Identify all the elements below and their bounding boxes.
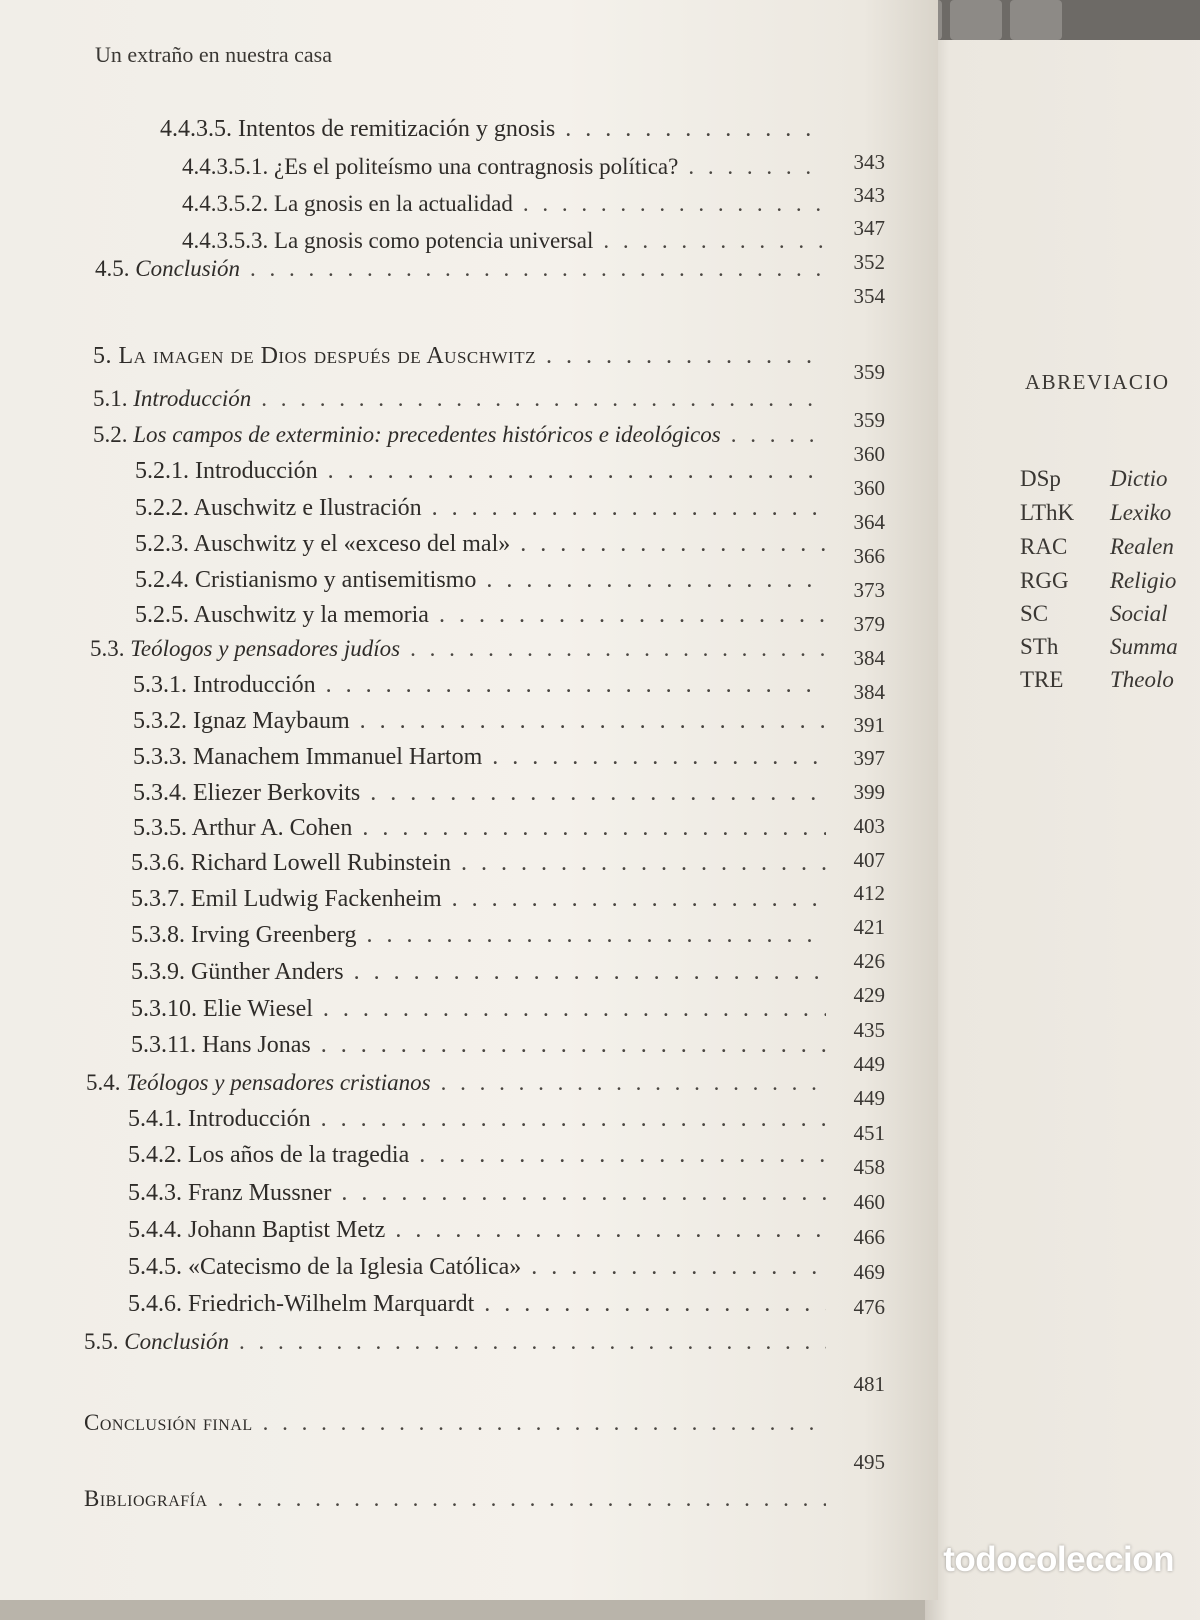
- toc-entry: 5.4.6. Friedrich-Wilhelm Marquardt . . .: [128, 1289, 826, 1319]
- toc-entry: 5.4.4. Johann Baptist Metz . . .: [128, 1215, 826, 1245]
- page-number: 391: [853, 713, 885, 737]
- toc-entry: 5.2.1. Introducción . . .: [135, 456, 826, 486]
- toc-entry: 5.3.8. Irving Greenberg . . .: [131, 920, 826, 950]
- page-number: 343: [853, 183, 885, 207]
- page-number: 407: [853, 848, 885, 872]
- abbreviation-row: SC Social: [1020, 601, 1168, 626]
- page-number: 347: [853, 216, 885, 240]
- page-number: 435: [853, 1018, 885, 1042]
- abbreviation-row: RGG Religio: [1020, 568, 1177, 593]
- page-number: 429: [853, 983, 885, 1007]
- page-number: 469: [853, 1260, 885, 1284]
- abbreviation-row: RAC Realen: [1020, 534, 1174, 559]
- toc-entry: 5.1. Introducción . . .: [93, 384, 826, 414]
- page-number: 449: [853, 1052, 885, 1076]
- toc-entry: 5.3.11. Hans Jonas . . .: [131, 1030, 826, 1060]
- page-number: 366: [853, 544, 885, 568]
- toc-entry: Bibliografía . . .: [84, 1484, 826, 1514]
- toc-entry: 4.4.3.5. Intentos de remitización y gnosis . . .: [160, 114, 826, 144]
- toc-entry: 4.4.3.5.1. ¿Es el politeísmo una contragnosis política? . . .: [182, 152, 826, 182]
- toc-entry: 5.3.5. Arthur A. Cohen . . .: [133, 813, 826, 843]
- right-page: [925, 40, 1200, 1620]
- toc-entry: 5.2.4. Cristianismo y antisemitismo . . .: [135, 565, 826, 595]
- page-number: 399: [853, 780, 885, 804]
- page-number: 403: [853, 814, 885, 838]
- toc-entry: 5.2.5. Auschwitz y la memoria . . .: [135, 600, 826, 630]
- toc-entry: 5.3.7. Emil Ludwig Fackenheim . . .: [131, 884, 826, 914]
- page-number: 466: [853, 1225, 885, 1249]
- page-number: 352: [853, 250, 885, 274]
- toc-entry: 5.2.2. Auschwitz e Ilustración . . .: [135, 493, 826, 523]
- toc-entry: 4.4.3.5.3. La gnosis como potencia universal . . .: [182, 226, 826, 256]
- page-number: 359: [853, 360, 885, 384]
- keyboard-key: [1010, 0, 1062, 40]
- abbreviation-row: DSp Dictio: [1020, 466, 1168, 491]
- abbreviation-row: STh Summa: [1020, 634, 1178, 659]
- toc-entry: 5.3.3. Manachem Immanuel Hartom . . .: [133, 742, 826, 772]
- toc-entry: 5.4. Teólogos y pensadores cristianos . . .: [86, 1068, 826, 1098]
- page-number: 373: [853, 578, 885, 602]
- page-number: 460: [853, 1190, 885, 1214]
- page-number: 364: [853, 510, 885, 534]
- abbreviation-row: TRE Theolo: [1020, 667, 1174, 692]
- toc-entry: 5.3.10. Elie Wiesel . . .: [131, 994, 826, 1024]
- page-number: 449: [853, 1086, 885, 1110]
- page-number: 426: [853, 949, 885, 973]
- toc-entry: 5.3.2. Ignaz Maybaum . . .: [133, 706, 826, 736]
- toc-entry: 5.3.1. Introducción . . .: [133, 670, 826, 700]
- toc-entry: 5.3.9. Günther Anders . . .: [131, 957, 826, 987]
- page-number: 481: [853, 1372, 885, 1396]
- page-number: 412: [853, 881, 885, 905]
- toc-entry: Conclusión final . . .: [84, 1408, 826, 1438]
- toc-entry: 5.4.5. «Catecismo de la Iglesia Católica» . . .: [128, 1252, 826, 1282]
- page-number: 397: [853, 746, 885, 770]
- page-number: 343: [853, 150, 885, 174]
- toc-entry: 5.4.2. Los años de la tragedia . . .: [128, 1140, 826, 1170]
- page-number: 379: [853, 612, 885, 636]
- page-number: 495: [853, 1450, 885, 1474]
- page-number: 421: [853, 915, 885, 939]
- page-number: 360: [853, 476, 885, 500]
- abbreviation-row: LThK Lexiko: [1020, 500, 1172, 525]
- page-number: 384: [853, 646, 885, 670]
- toc-entry: 4.5. Conclusión . . .: [95, 254, 826, 284]
- page-number: 384: [853, 680, 885, 704]
- running-head: Un extraño en nuestra casa: [95, 42, 333, 67]
- toc-entry: 5.5. Conclusión . . .: [84, 1327, 826, 1357]
- watermark-logo: todocoleccion: [943, 1540, 1174, 1579]
- page-number: 476: [853, 1295, 885, 1319]
- keyboard-key: [950, 0, 1002, 40]
- page-number: 458: [853, 1155, 885, 1179]
- toc-entry: 5.3.6. Richard Lowell Rubinstein . . .: [131, 848, 826, 878]
- toc-entry: 5.2.3. Auschwitz y el «exceso del mal» . . .: [135, 529, 826, 559]
- page-number: 354: [853, 284, 885, 308]
- toc-entry: 5.3. Teólogos y pensadores judíos . . .: [90, 634, 826, 664]
- page-number: 451: [853, 1121, 885, 1145]
- page-number: 360: [853, 442, 885, 466]
- toc-entry: 5.2. Los campos de exterminio: precedentes históricos e ideológicos . . .: [93, 420, 826, 450]
- toc-entry: 5. La imagen de Dios después de Auschwitz . . .: [93, 341, 826, 371]
- abbreviations-heading: ABREVIACIO: [1025, 370, 1170, 394]
- toc-entry: 5.4.1. Introducción . . .: [128, 1104, 826, 1134]
- toc-entry: 5.4.3. Franz Mussner . . .: [128, 1178, 826, 1208]
- toc-entry: 4.4.3.5.2. La gnosis en la actualidad . . .: [182, 189, 826, 219]
- toc-entry: 5.3.4. Eliezer Berkovits . . .: [133, 778, 826, 808]
- page-number: 359: [853, 408, 885, 432]
